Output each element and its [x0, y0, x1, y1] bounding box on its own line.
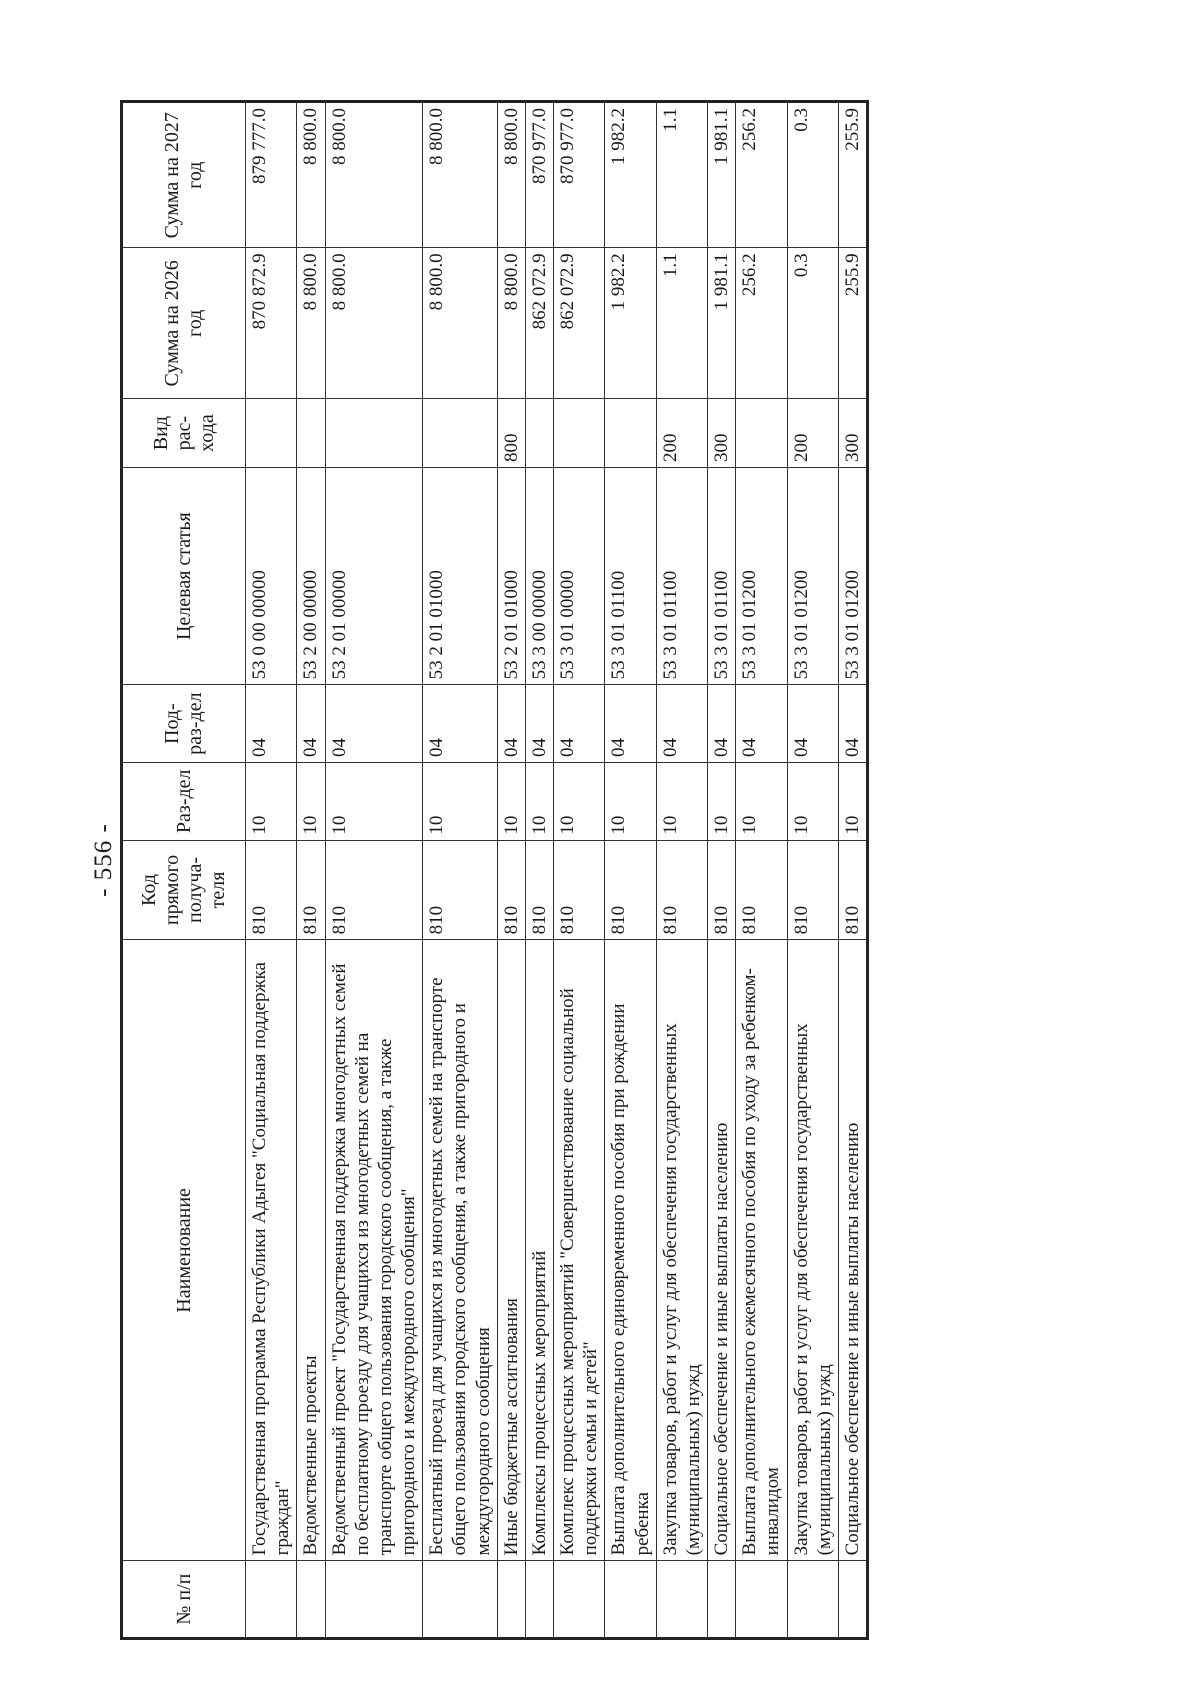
table-row	[656, 102, 707, 1639]
row-name: Закупка товаров, работ и услуг для обеспечения государственных (муниципальных) нужд	[656, 940, 707, 1561]
row-sum-2026: 1 982.2	[605, 248, 656, 399]
row-index	[838, 1561, 867, 1639]
row-section: 10	[554, 762, 605, 840]
row-section: 10	[656, 762, 707, 840]
table-header-row	[122, 102, 246, 1639]
row-sum-2026: 1 981.1	[708, 248, 736, 399]
table-row	[838, 102, 867, 1639]
row-subsection: 04	[554, 685, 605, 763]
row-subsection: 04	[787, 685, 838, 763]
row-section: 10	[246, 762, 297, 840]
row-name: Комплексы процессных мероприятий	[525, 940, 553, 1561]
row-sum-2027: 8 800.0	[423, 102, 498, 248]
row-section: 10	[423, 762, 498, 840]
table-row	[297, 102, 325, 1639]
row-index	[297, 1561, 325, 1639]
budget-table	[120, 100, 869, 1640]
row-sum-2027: 1 982.2	[605, 102, 656, 248]
row-target-item: 53 3 01 00000	[554, 467, 605, 684]
row-subsection: 04	[838, 685, 867, 763]
row-sum-2026: 862 072.9	[525, 248, 553, 399]
row-recipient-code: 810	[736, 840, 787, 940]
row-recipient-code: 810	[497, 840, 525, 940]
row-recipient-code: 810	[787, 840, 838, 940]
row-section: 10	[708, 762, 736, 840]
row-sum-2027: 8 800.0	[497, 102, 525, 248]
table-row	[525, 102, 553, 1639]
row-expense-type	[736, 399, 787, 468]
row-sum-2027: 870 977.0	[554, 102, 605, 248]
row-sum-2026: 255.9	[838, 248, 867, 399]
row-index	[525, 1561, 553, 1639]
header-expense-type: Вид рас-хода	[122, 399, 246, 468]
header-recipient-code: Код прямого получа-теля	[122, 840, 246, 940]
row-name: Выплата дополнительного ежемесячного пособия по уходу за ребенком-инвалидом	[736, 940, 787, 1561]
row-subsection: 04	[605, 685, 656, 763]
row-recipient-code: 810	[325, 840, 423, 940]
row-sum-2026: 8 800.0	[325, 248, 423, 399]
table-row	[246, 102, 297, 1639]
row-sum-2027: 255.9	[838, 102, 867, 248]
row-subsection: 04	[297, 685, 325, 763]
row-recipient-code: 810	[605, 840, 656, 940]
page-number: - 556 -	[90, 823, 117, 897]
row-expense-type	[525, 399, 553, 468]
row-expense-type	[605, 399, 656, 468]
row-sum-2027: 879 777.0	[246, 102, 297, 248]
row-name: Ведомственные проекты	[297, 940, 325, 1561]
row-index	[325, 1561, 423, 1639]
row-target-item: 53 3 01 01200	[787, 467, 838, 684]
row-expense-type	[325, 399, 423, 468]
row-recipient-code: 810	[423, 840, 498, 940]
row-sum-2026: 1.1	[656, 248, 707, 399]
row-sum-2026: 8 800.0	[423, 248, 498, 399]
row-subsection: 04	[423, 685, 498, 763]
table-body	[246, 102, 868, 1639]
header-sum-2026: Сумма на 2026 год	[122, 248, 246, 399]
header-subsection: Под-раз-дел	[122, 685, 246, 763]
row-index	[708, 1561, 736, 1639]
row-recipient-code: 810	[297, 840, 325, 940]
row-sum-2027: 870 977.0	[525, 102, 553, 248]
row-target-item: 53 2 01 00000	[325, 467, 423, 684]
header-index: № п/п	[122, 1561, 246, 1639]
row-subsection: 04	[246, 685, 297, 763]
row-sum-2027: 1 981.1	[708, 102, 736, 248]
row-sum-2026: 8 800.0	[297, 248, 325, 399]
row-expense-type	[554, 399, 605, 468]
table-row	[605, 102, 656, 1639]
row-name: Бесплатный проезд для учащихся из многодетных семей на транспорте общего пользования городского сообщения, а также пригородного и междугородного сообщения	[423, 940, 498, 1561]
row-target-item: 53 3 01 01100	[656, 467, 707, 684]
row-name: Ведомственный проект "Государственная поддержка многодетных семей по бесплатному проезду для учащихся из многодетных семей на транспорте общего пользования городского сообщения, а также пригородного и междугородного сообщения"	[325, 940, 423, 1561]
row-expense-type	[423, 399, 498, 468]
row-name: Выплата дополнительного единовременного пособия при рождении ребенка	[605, 940, 656, 1561]
rotated-page	[90, 80, 990, 1640]
header-name: Наименование	[122, 940, 246, 1561]
row-section: 10	[736, 762, 787, 840]
row-expense-type: 300	[838, 399, 867, 468]
row-target-item: 53 3 01 01200	[838, 467, 867, 684]
row-section: 10	[838, 762, 867, 840]
row-expense-type: 800	[497, 399, 525, 468]
row-name: Государственная программа Республики Адыгея "Социальная поддержка граждан"	[246, 940, 297, 1561]
row-sum-2026: 256.2	[736, 248, 787, 399]
row-index	[497, 1561, 525, 1639]
row-target-item: 53 2 00 00000	[297, 467, 325, 684]
row-expense-type: 200	[787, 399, 838, 468]
row-subsection: 04	[497, 685, 525, 763]
row-section: 10	[605, 762, 656, 840]
row-sum-2027: 8 800.0	[297, 102, 325, 248]
row-sum-2026: 870 872.9	[246, 248, 297, 399]
row-name: Комплекс процессных мероприятий "Совершенствование социальной поддержки семьи и детей"	[554, 940, 605, 1561]
row-recipient-code: 810	[246, 840, 297, 940]
table-row	[497, 102, 525, 1639]
row-sum-2026: 8 800.0	[497, 248, 525, 399]
row-target-item: 53 2 01 01000	[423, 467, 498, 684]
row-name: Социальное обеспечение и иные выплаты населению	[708, 940, 736, 1561]
row-sum-2026: 862 072.9	[554, 248, 605, 399]
row-recipient-code: 810	[525, 840, 553, 940]
row-subsection: 04	[708, 685, 736, 763]
row-subsection: 04	[736, 685, 787, 763]
row-sum-2027: 8 800.0	[325, 102, 423, 248]
row-subsection: 04	[325, 685, 423, 763]
row-target-item: 53 0 00 00000	[246, 467, 297, 684]
table-row	[787, 102, 838, 1639]
row-target-item: 53 3 00 00000	[525, 467, 553, 684]
row-target-item: 53 2 01 01000	[497, 467, 525, 684]
row-index	[736, 1561, 787, 1639]
row-target-item: 53 3 01 01100	[708, 467, 736, 684]
header-target-item: Целевая статья	[122, 467, 246, 684]
row-index	[787, 1561, 838, 1639]
row-subsection: 04	[525, 685, 553, 763]
table-row	[736, 102, 787, 1639]
row-sum-2027: 0.3	[787, 102, 838, 248]
row-index	[656, 1561, 707, 1639]
row-name: Закупка товаров, работ и услуг для обеспечения государственных (муниципальных) нужд	[787, 940, 838, 1561]
row-section: 10	[497, 762, 525, 840]
row-expense-type	[297, 399, 325, 468]
row-expense-type: 300	[708, 399, 736, 468]
row-section: 10	[325, 762, 423, 840]
row-index	[246, 1561, 297, 1639]
row-section: 10	[297, 762, 325, 840]
table-row	[325, 102, 423, 1639]
row-expense-type	[246, 399, 297, 468]
row-expense-type: 200	[656, 399, 707, 468]
row-name: Иные бюджетные ассигнования	[497, 940, 525, 1561]
row-recipient-code: 810	[838, 840, 867, 940]
row-recipient-code: 810	[656, 840, 707, 940]
row-subsection: 04	[656, 685, 707, 763]
row-section: 10	[787, 762, 838, 840]
table-row	[423, 102, 498, 1639]
row-section: 10	[525, 762, 553, 840]
header-sum-2027: Сумма на 2027 год	[122, 102, 246, 248]
table-row	[554, 102, 605, 1639]
row-index	[605, 1561, 656, 1639]
row-sum-2027: 256.2	[736, 102, 787, 248]
row-index	[554, 1561, 605, 1639]
header-section: Раз-дел	[122, 762, 246, 840]
row-target-item: 53 3 01 01200	[736, 467, 787, 684]
row-index	[423, 1561, 498, 1639]
row-recipient-code: 810	[708, 840, 736, 940]
row-sum-2026: 0.3	[787, 248, 838, 399]
table-row	[708, 102, 736, 1639]
row-sum-2027: 1.1	[656, 102, 707, 248]
row-recipient-code: 810	[554, 840, 605, 940]
row-target-item: 53 3 01 01100	[605, 467, 656, 684]
row-name: Социальное обеспечение и иные выплаты населению	[838, 940, 867, 1561]
